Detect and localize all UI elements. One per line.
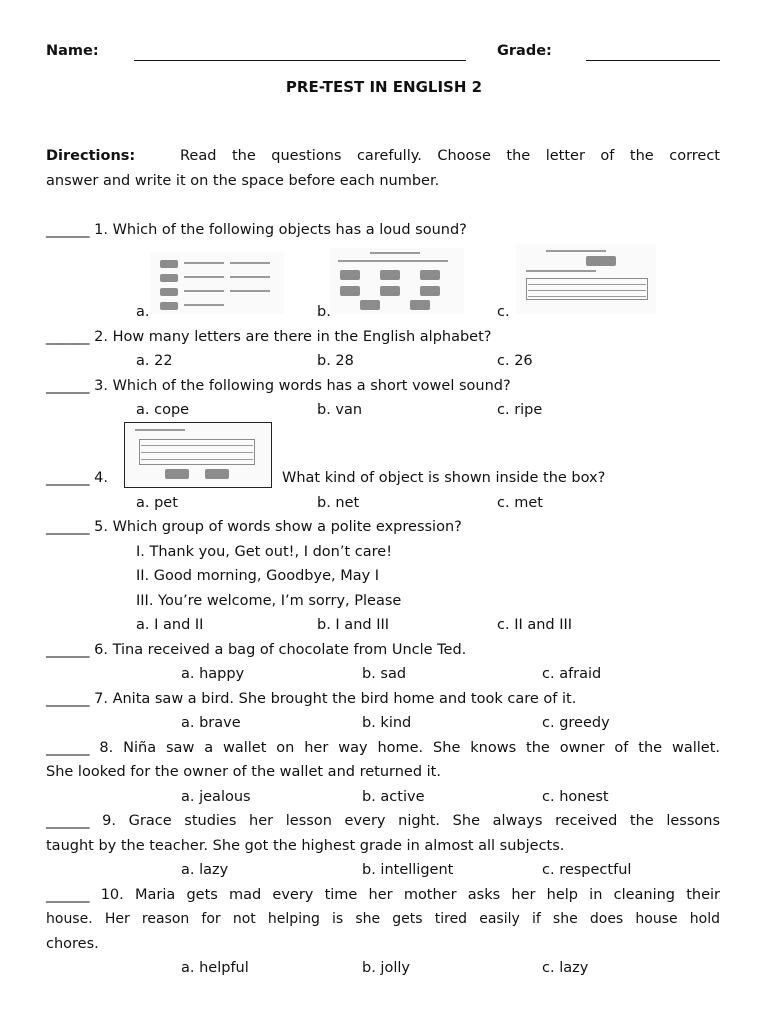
option-7c[interactable]: c. greedy <box>542 715 610 731</box>
option-8b[interactable]: b. active <box>362 789 425 805</box>
question-4: ______ 4. <box>46 470 108 486</box>
name-label: Name: <box>46 43 99 59</box>
option-10b[interactable]: b. jolly <box>362 960 410 976</box>
directions-label: Directions: <box>46 148 136 164</box>
expression-group-2: II. Good morning, Goodbye, May I <box>136 568 380 584</box>
option-9b[interactable]: b. intelligent <box>362 862 454 878</box>
option-2b[interactable]: b. 28 <box>317 353 354 369</box>
question-10-line-3: chores. <box>46 936 99 952</box>
worksheet-thumbnail-b <box>330 248 464 314</box>
option-10a[interactable]: a. helpful <box>181 960 249 976</box>
question-10: ______ 10. Maria gets mad every time her mother asks her help in cleaning their <box>46 887 720 903</box>
option-1a[interactable]: a. <box>136 304 150 320</box>
option-8c[interactable]: c. honest <box>542 789 609 805</box>
answer-blank[interactable]: ______ <box>46 691 90 707</box>
question-10-line-2: house. Her reason for not helping is she gets tired easily if she does house hold <box>46 911 720 927</box>
option-1b[interactable]: b. <box>317 304 331 320</box>
option-4a[interactable]: a. pet <box>136 495 178 511</box>
directions-line-1: Read the questions carefully. Choose the letter of the correct <box>180 148 720 164</box>
option-5b[interactable]: b. I and III <box>317 617 390 633</box>
answer-blank[interactable]: ______ <box>46 642 90 658</box>
answer-blank[interactable]: ______ <box>46 378 90 394</box>
question-8: ______ 8. Niña saw a wallet on her way home. She knows the owner of the wallet. <box>46 740 721 756</box>
option-5c[interactable]: c. II and III <box>497 617 573 633</box>
question-1: ______ 1. Which of the following objects has a loud sound? <box>46 222 467 238</box>
option-3a[interactable]: a. cope <box>136 402 190 418</box>
question-4-text: What kind of object is shown inside the box? <box>282 470 606 486</box>
option-5a[interactable]: a. I and II <box>136 617 204 633</box>
worksheet-thumbnail-a <box>150 252 284 314</box>
answer-blank[interactable]: ______ <box>46 470 90 486</box>
option-1c[interactable]: c. <box>497 304 510 320</box>
page-title: PRE-TEST IN ENGLISH 2 <box>285 78 483 96</box>
answer-blank[interactable]: ______ <box>46 813 90 829</box>
grade-label: Grade: <box>497 43 552 59</box>
option-10c[interactable]: c. lazy <box>542 960 589 976</box>
directions-line-2: answer and write it on the space before each number. <box>46 173 440 189</box>
question-2: ______ 2. How many letters are there in the English alphabet? <box>46 329 492 345</box>
question-9-line-2: taught by the teacher. She got the highest grade in almost all subjects. <box>46 838 565 854</box>
option-3c[interactable]: c. ripe <box>497 402 543 418</box>
option-4b[interactable]: b. net <box>317 495 360 511</box>
name-field[interactable] <box>134 60 466 61</box>
question-8-line-2: She looked for the owner of the wallet and returned it. <box>46 764 441 780</box>
answer-blank[interactable]: ______ <box>46 222 90 238</box>
option-6a[interactable]: a. happy <box>181 666 245 682</box>
object-picture-box <box>124 422 272 488</box>
option-6b[interactable]: b. sad <box>362 666 407 682</box>
question-9: ______ 9. Grace studies her lesson every night. She always received the lessons <box>46 813 721 829</box>
option-2a[interactable]: a. 22 <box>136 353 173 369</box>
option-3b[interactable]: b. van <box>317 402 363 418</box>
question-7: ______ 7. Anita saw a bird. She brought the bird home and took care of it. <box>46 691 577 707</box>
expression-group-1: I. Thank you, Get out!, I don’t care! <box>136 544 393 560</box>
option-7b[interactable]: b. kind <box>362 715 412 731</box>
option-7a[interactable]: a. brave <box>181 715 241 731</box>
option-9a[interactable]: a. lazy <box>181 862 229 878</box>
answer-blank[interactable]: ______ <box>46 329 90 345</box>
answer-blank[interactable]: ______ <box>46 887 90 903</box>
answer-blank[interactable]: ______ <box>46 519 90 535</box>
question-5: ______ 5. Which group of words show a polite expression? <box>46 519 462 535</box>
expression-group-3: III. You’re welcome, I’m sorry, Please <box>136 593 402 609</box>
option-4c[interactable]: c. met <box>497 495 543 511</box>
question-3: ______ 3. Which of the following words has a short vowel sound? <box>46 378 511 394</box>
option-2c[interactable]: c. 26 <box>497 353 533 369</box>
answer-blank[interactable]: ______ <box>46 740 90 756</box>
option-9c[interactable]: c. respectful <box>542 862 632 878</box>
option-6c[interactable]: c. afraid <box>542 666 602 682</box>
worksheet-thumbnail-c <box>516 244 656 314</box>
option-8a[interactable]: a. jealous <box>181 789 251 805</box>
grade-field[interactable] <box>586 60 720 61</box>
question-6: ______ 6. Tina received a bag of chocolate from Uncle Ted. <box>46 642 467 658</box>
